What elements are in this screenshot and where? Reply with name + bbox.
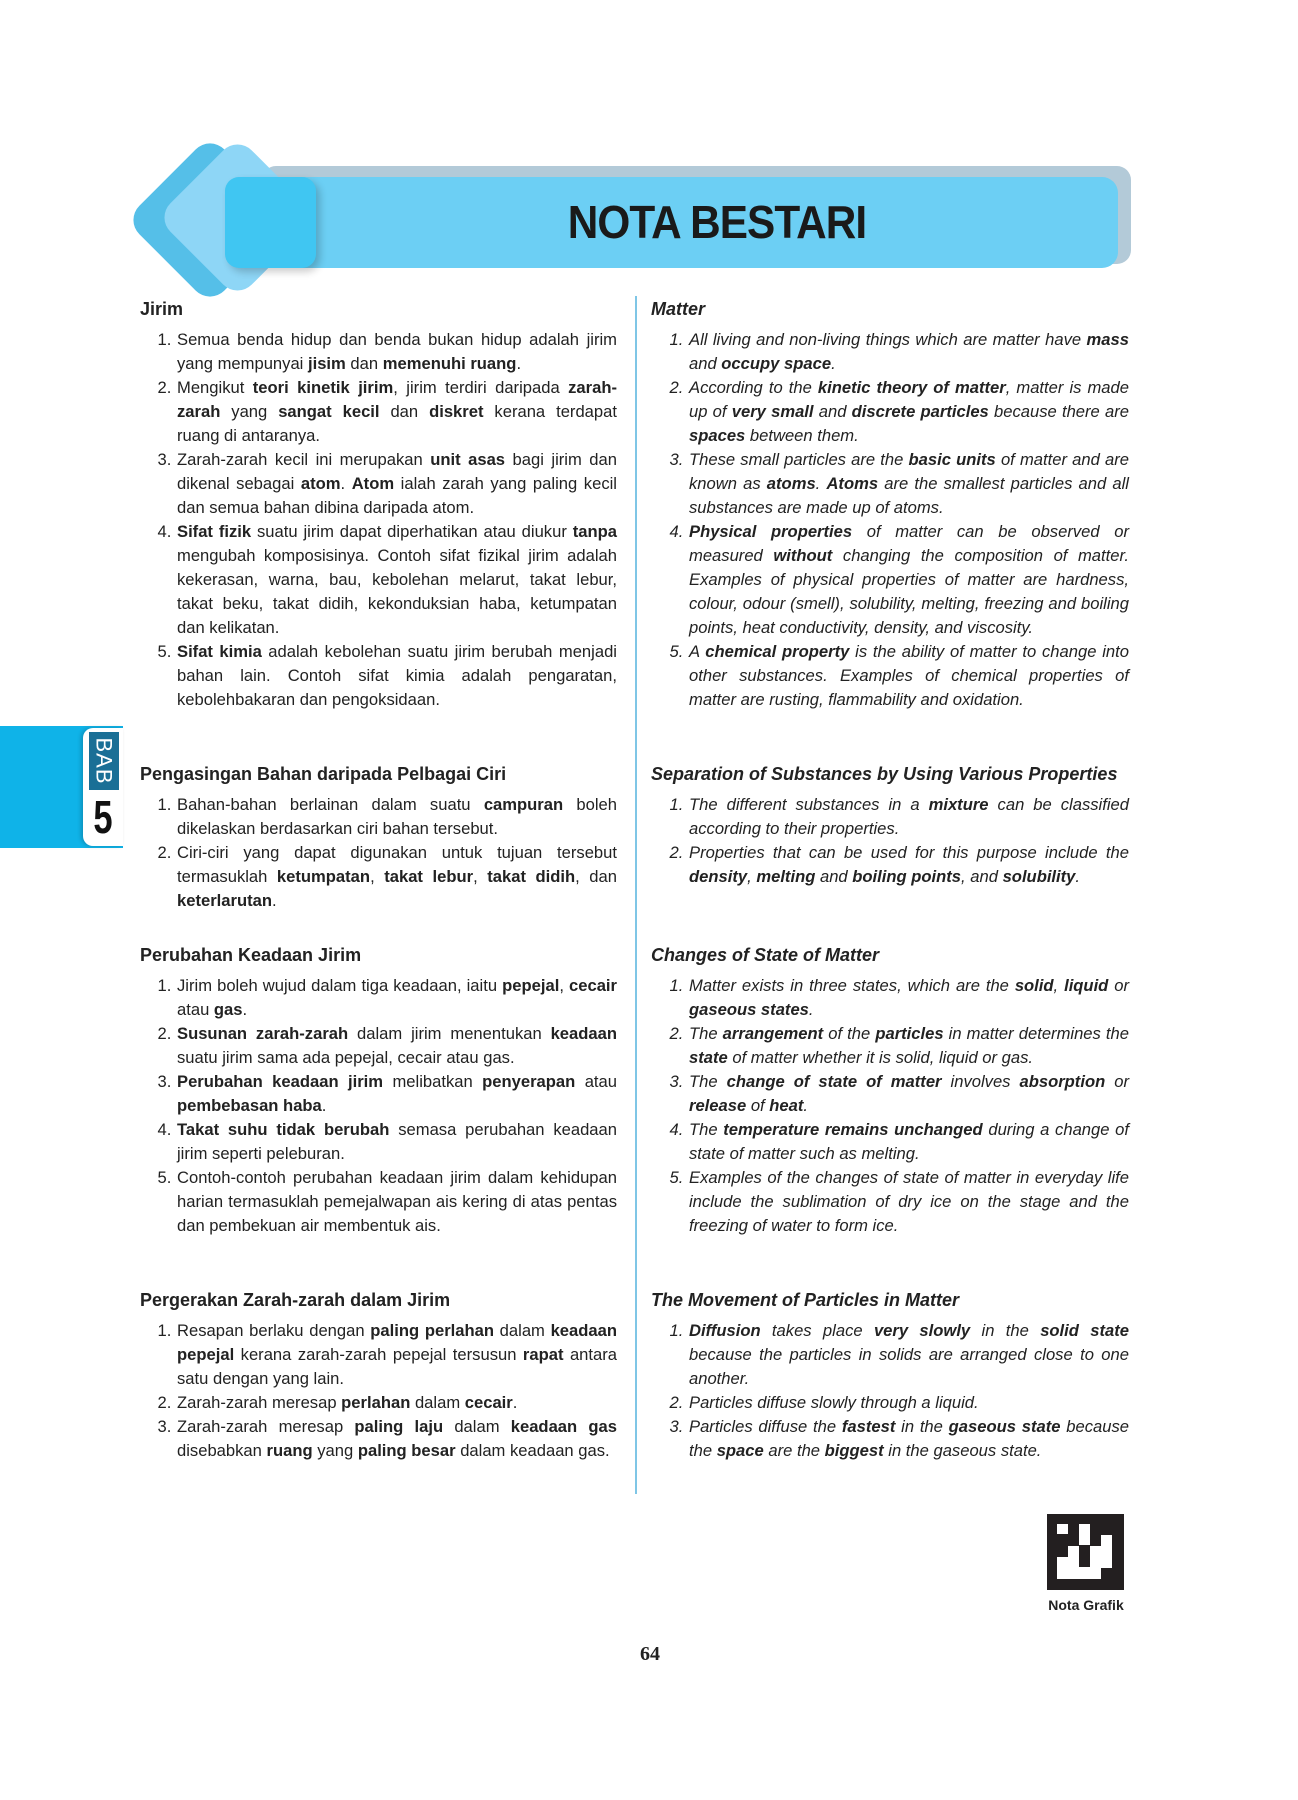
right-section	[651, 761, 1129, 889]
bold-term: ketumpatan	[276, 867, 371, 886]
right-section	[651, 296, 1129, 712]
bold-term: takat lebur	[384, 867, 474, 886]
right-section	[651, 942, 1129, 1238]
bold-term: liquid	[1064, 976, 1109, 995]
text-run: antara satu dengan yang lain.	[177, 1345, 617, 1388]
text-run: in the gaseous state.	[883, 1441, 1042, 1460]
text-run: Zarah-zarah meresap	[177, 1417, 355, 1436]
text-run: disebabkan	[177, 1441, 267, 1460]
chapter-number: 5	[93, 791, 113, 843]
text-run: ,	[473, 867, 488, 886]
text-run: dan	[345, 354, 383, 373]
text-run: atau	[177, 1000, 214, 1019]
section-heading: Perubahan Keadaan Jirim	[140, 945, 362, 965]
list-item	[176, 841, 617, 913]
text-run: suatu jirim sama ada pepejal, cecair atau gas.	[177, 1048, 515, 1067]
text-run: Zarah-zarah kecil ini merupakan	[177, 450, 431, 469]
bold-term: gaseous states	[689, 1000, 809, 1019]
bold-term: Takat suhu tidak berubah	[177, 1120, 390, 1139]
text-run: .	[831, 354, 836, 373]
text-run: .	[803, 1096, 809, 1115]
text-run: of matter can be observed or measured	[689, 522, 1129, 565]
bold-term: rapat	[522, 1345, 564, 1364]
list-item	[688, 1166, 1129, 1238]
text-run: semasa perubahan keadaan jirim seperti peleburan.	[177, 1120, 617, 1163]
text-run: atau	[575, 1072, 617, 1091]
text-run: Examples of the changes of state of matter in everyday life include the sublimation of dry ice on the stage and the freezing of water to form ice.	[689, 1168, 1129, 1235]
text-run: involves	[941, 1072, 1020, 1091]
text-run: yang	[220, 402, 279, 421]
text-run: of the	[823, 1024, 876, 1043]
text-run: According to the	[689, 378, 818, 397]
section-heading: Pengasingan Bahan daripada Pelbagai Ciri	[140, 764, 507, 784]
bold-term: diskret	[429, 402, 484, 421]
bold-term: keadaan pepejal	[177, 1321, 617, 1364]
text-run: in the	[895, 1417, 949, 1436]
bold-term: space	[716, 1441, 764, 1460]
chapter-label: BAB	[92, 737, 117, 785]
bold-term: Susunan zarah-zarah	[177, 1024, 349, 1043]
numbered-list	[651, 793, 1129, 889]
bold-term: keadaan	[550, 1024, 617, 1043]
bold-term: cecair	[464, 1393, 513, 1412]
text-run: Properties that can be used for this purpose include the	[689, 843, 1129, 862]
bold-term: occupy space	[721, 354, 832, 373]
text-run: bagi jirim dan dikenal sebagai	[177, 450, 617, 493]
right-section	[651, 1287, 1129, 1463]
text-run: ,	[559, 976, 570, 995]
bold-term: fastest	[841, 1417, 896, 1436]
text-run: during a change of state of matter such as melting.	[689, 1120, 1129, 1163]
text-run: and	[689, 354, 722, 373]
text-run: , jirim terdiri daripada	[393, 378, 569, 397]
bold-term: pepejal	[502, 976, 560, 995]
list-item	[688, 1319, 1129, 1391]
bold-term: gaseous state	[948, 1417, 1061, 1436]
list-item	[688, 974, 1129, 1022]
bold-term: paling perlahan	[370, 1321, 494, 1340]
text-run: can be classified according to their properties.	[689, 795, 1129, 838]
text-run: The	[689, 1120, 724, 1139]
bold-term: cecair	[569, 976, 617, 995]
list-item	[176, 974, 617, 1022]
section-heading: Separation of Substances by Using Various Properties	[651, 764, 1118, 784]
bold-term: unit asas	[430, 450, 506, 469]
bold-term: takat didih	[487, 867, 576, 886]
text-run: Semua benda hidup dan benda bukan hidup adalah jirim yang mempunyai	[177, 330, 617, 373]
list-item	[688, 1118, 1129, 1166]
bold-term: heat	[769, 1096, 804, 1115]
bold-term: Perubahan keadaan jirim	[177, 1072, 384, 1091]
text-run: because the particles in solids are arranged close to one another.	[689, 1345, 1129, 1388]
section-heading: The Movement of Particles in Matter	[651, 1290, 960, 1310]
list-item	[688, 1022, 1129, 1070]
list-item	[176, 1415, 617, 1463]
bold-term: campuran	[483, 795, 564, 814]
bold-term: Sifat fizik	[177, 522, 252, 541]
text-run: Bahan-bahan berlainan dalam suatu	[177, 795, 484, 814]
bold-term: atoms	[766, 474, 816, 493]
text-run: are the	[763, 1441, 825, 1460]
bold-term: absorption	[1019, 1072, 1106, 1091]
bold-term: paling besar	[357, 1441, 456, 1460]
bold-term: penyerapan	[482, 1072, 576, 1091]
text-run: Zarah-zarah meresap	[177, 1393, 342, 1412]
text-run: yang	[312, 1441, 358, 1460]
text-run: kerana zarah-zarah pepejal tersusun	[234, 1345, 523, 1364]
text-run: between them.	[745, 426, 859, 445]
bold-term: temperature remains unchanged	[723, 1120, 983, 1139]
bold-term: sangat kecil	[278, 402, 380, 421]
list-item	[176, 1166, 617, 1238]
bold-term: perlahan	[341, 1393, 411, 1412]
text-run: boleh dikelaskan berdasarkan ciri bahan tersebut.	[177, 795, 617, 838]
bold-term: kinetic theory of matter	[817, 378, 1006, 397]
bold-term: state	[689, 1048, 728, 1067]
numbered-list	[140, 793, 617, 913]
text-run: .	[321, 1096, 327, 1115]
text-run: melibatkan	[383, 1072, 483, 1091]
list-item	[688, 1070, 1129, 1118]
text-run: ,	[370, 867, 385, 886]
text-run: Mengikut	[177, 378, 253, 397]
list-item	[688, 328, 1129, 376]
bold-term: ruang	[266, 1441, 313, 1460]
bold-term: particles	[875, 1024, 944, 1043]
text-run: Particles diffuse the	[689, 1417, 842, 1436]
bold-term: solid	[1014, 976, 1054, 995]
numbered-list	[140, 974, 617, 1238]
text-run: A	[689, 642, 706, 661]
bold-term: discrete particles	[851, 402, 989, 421]
text-run: .	[516, 354, 522, 373]
left-section	[140, 942, 617, 1238]
text-run: is the ability of matter to change into other substances. Examples of chemical properties of matter are rusting, flammability and oxidation.	[689, 642, 1129, 709]
text-run: The	[689, 1024, 723, 1043]
qr-label: Nota Grafik	[1048, 1597, 1124, 1613]
bold-term: solubility	[1002, 867, 1076, 886]
bold-term: Physical properties	[689, 522, 853, 541]
text-run: .	[242, 1000, 248, 1019]
section-heading: Pergerakan Zarah-zarah dalam Jirim	[140, 1290, 451, 1310]
text-run: are the smallest particles and all substances are made up of atoms.	[689, 474, 1129, 517]
bold-term: keadaan gas	[510, 1417, 617, 1436]
numbered-list	[651, 974, 1129, 1238]
list-item	[176, 1118, 617, 1166]
bold-term: without	[773, 546, 833, 565]
text-run: , and	[961, 867, 1003, 886]
text-run: The	[689, 1072, 727, 1091]
text-run: Jirim boleh wujud dalam tiga keadaan, iaitu	[177, 976, 503, 995]
list-item	[688, 520, 1129, 640]
column-divider	[635, 296, 637, 1494]
page-number: 64	[640, 1643, 660, 1665]
section-heading: Jirim	[140, 299, 184, 319]
left-section	[140, 296, 617, 712]
bold-term: atom	[300, 474, 341, 493]
list-item	[176, 1391, 617, 1415]
text-run: Matter exists in three states, which are the	[689, 976, 1015, 995]
text-run: Particles diffuse slowly through a liquid.	[689, 1393, 979, 1412]
list-item	[176, 640, 617, 712]
list-item	[688, 1391, 1129, 1415]
bold-term: Atom	[351, 474, 395, 493]
text-run: These small particles are the	[689, 450, 909, 469]
bold-term: Atoms	[826, 474, 879, 493]
bold-term: melting	[756, 867, 816, 886]
text-run: dalam	[443, 1417, 511, 1436]
bold-term: density	[689, 867, 748, 886]
text-run: ,	[747, 867, 757, 886]
bold-term: basic units	[908, 450, 996, 469]
bold-term: release	[689, 1096, 747, 1115]
numbered-list	[140, 1319, 617, 1463]
text-run: in the	[970, 1321, 1041, 1340]
text-run: Contoh-contoh perubahan keadaan jirim dalam kehidupan harian termasuklah pemejalwapan ais kering di atas pentas dan pembekuan air membentuk ais.	[177, 1168, 617, 1235]
numbered-list	[140, 328, 617, 712]
left-section	[140, 761, 617, 913]
section-heading: Changes of State of Matter	[651, 945, 880, 965]
list-item	[688, 376, 1129, 448]
numbered-list	[651, 328, 1129, 712]
bold-term: chemical property	[705, 642, 850, 661]
list-item	[176, 1022, 617, 1070]
list-item	[176, 448, 617, 520]
text-run: mengubah komposisinya. Contoh sifat fizikal jirim adalah kekerasan, warna, bau, kebolehan melarut, takat lebur, takat beku, takat didih, kekonduksian haba, ketumpatan dan kelikatan.	[177, 546, 617, 637]
text-run: .	[512, 1393, 518, 1412]
bold-term: zarah-zarah	[177, 378, 617, 421]
text-run: and	[813, 402, 852, 421]
text-run: .	[340, 474, 352, 493]
text-run: because the	[689, 1417, 1129, 1460]
text-run: , matter is made up of	[689, 378, 1129, 421]
text-run: dalam keadaan gas.	[455, 1441, 610, 1460]
text-run: adalah kebolehan suatu jirim berubah menjadi bahan lain. Contoh sifat kimia adalah pengaratan, kebolehbakaran dan pengoksidaan.	[177, 642, 617, 709]
text-run: ,	[1053, 976, 1065, 995]
bold-term: mass	[1086, 330, 1129, 349]
list-item	[688, 1415, 1129, 1463]
bold-term: solid state	[1040, 1321, 1129, 1340]
text-run: .	[272, 891, 277, 910]
text-run: dalam jirim menentukan	[348, 1024, 551, 1043]
text-run: Ciri-ciri yang dapat digunakan untuk tujuan tersebut termasuklah	[177, 843, 617, 886]
bold-term: gas	[213, 1000, 243, 1019]
bold-term: keterlarutan	[177, 891, 272, 910]
text-run: , dan	[575, 867, 617, 886]
text-run: because there are	[988, 402, 1129, 421]
list-item	[688, 841, 1129, 889]
bold-term: paling laju	[354, 1417, 444, 1436]
text-run: .	[815, 474, 827, 493]
text-run: of	[746, 1096, 770, 1115]
text-run: and	[815, 867, 853, 886]
text-run: changing the composition of matter. Examples of physical properties of matter are hardness, colour, odour (smell), solubility, melting, freezing and boiling points, heat conductivity, density, and viscosity.	[689, 546, 1129, 637]
list-item	[688, 793, 1129, 841]
page-title: NOTA BESTARI	[567, 196, 867, 248]
bold-term: spaces	[689, 426, 746, 445]
list-item	[688, 448, 1129, 520]
list-item	[176, 1070, 617, 1118]
bold-term: arrangement	[722, 1024, 824, 1043]
banner-decor-square	[225, 177, 316, 268]
left-section	[140, 1287, 617, 1463]
text-run: suatu jirim dapat diperhatikan atau diukur	[251, 522, 573, 541]
bold-term: very slowly	[873, 1321, 971, 1340]
numbered-list	[651, 1319, 1129, 1463]
text-run: of matter and are known as	[689, 450, 1129, 493]
list-item	[176, 1319, 617, 1391]
list-item	[176, 793, 617, 841]
bold-term: boiling points	[852, 867, 962, 886]
text-run: of matter whether it is solid, liquid or gas.	[727, 1048, 1034, 1067]
text-run: .	[808, 1000, 814, 1019]
bold-term: Diffusion	[689, 1321, 761, 1340]
text-run: .	[1075, 867, 1081, 886]
text-run: kerana terdapat ruang di antaranya.	[177, 402, 617, 445]
chapter-tab-word	[89, 732, 119, 790]
text-run: The different substances in a	[689, 795, 929, 814]
qr-code-icon[interactable]	[1047, 1514, 1124, 1590]
bold-term: mixture	[928, 795, 989, 814]
text-run: All living and non-living things which are matter have	[689, 330, 1087, 349]
text-run: in matter determines the	[943, 1024, 1129, 1043]
section-heading: Matter	[651, 299, 706, 319]
bold-term: tanpa	[572, 522, 618, 541]
bold-term: jisim	[307, 354, 346, 373]
bold-term: pembebasan haba	[177, 1096, 322, 1115]
bold-term: memenuhi ruang	[382, 354, 517, 373]
list-item	[688, 640, 1129, 712]
list-item	[176, 520, 617, 640]
bold-term: teori kinetik jirim	[252, 378, 394, 397]
text-run: dalam	[410, 1393, 465, 1412]
text-run: takes place	[760, 1321, 874, 1340]
text-run: dalam	[494, 1321, 551, 1340]
text-run: or	[1105, 1072, 1129, 1091]
list-item	[176, 376, 617, 448]
bold-term: very small	[731, 402, 814, 421]
list-item	[176, 328, 617, 376]
bold-term: change of state of matter	[726, 1072, 942, 1091]
bold-term: Sifat kimia	[177, 642, 262, 661]
bold-term: biggest	[824, 1441, 884, 1460]
text-run: or	[1108, 976, 1129, 995]
text-run: ialah zarah yang paling kecil dan semua bahan dibina daripada atom.	[177, 474, 617, 517]
text-run: dan	[379, 402, 430, 421]
text-run: Resapan berlaku dengan	[177, 1321, 371, 1340]
